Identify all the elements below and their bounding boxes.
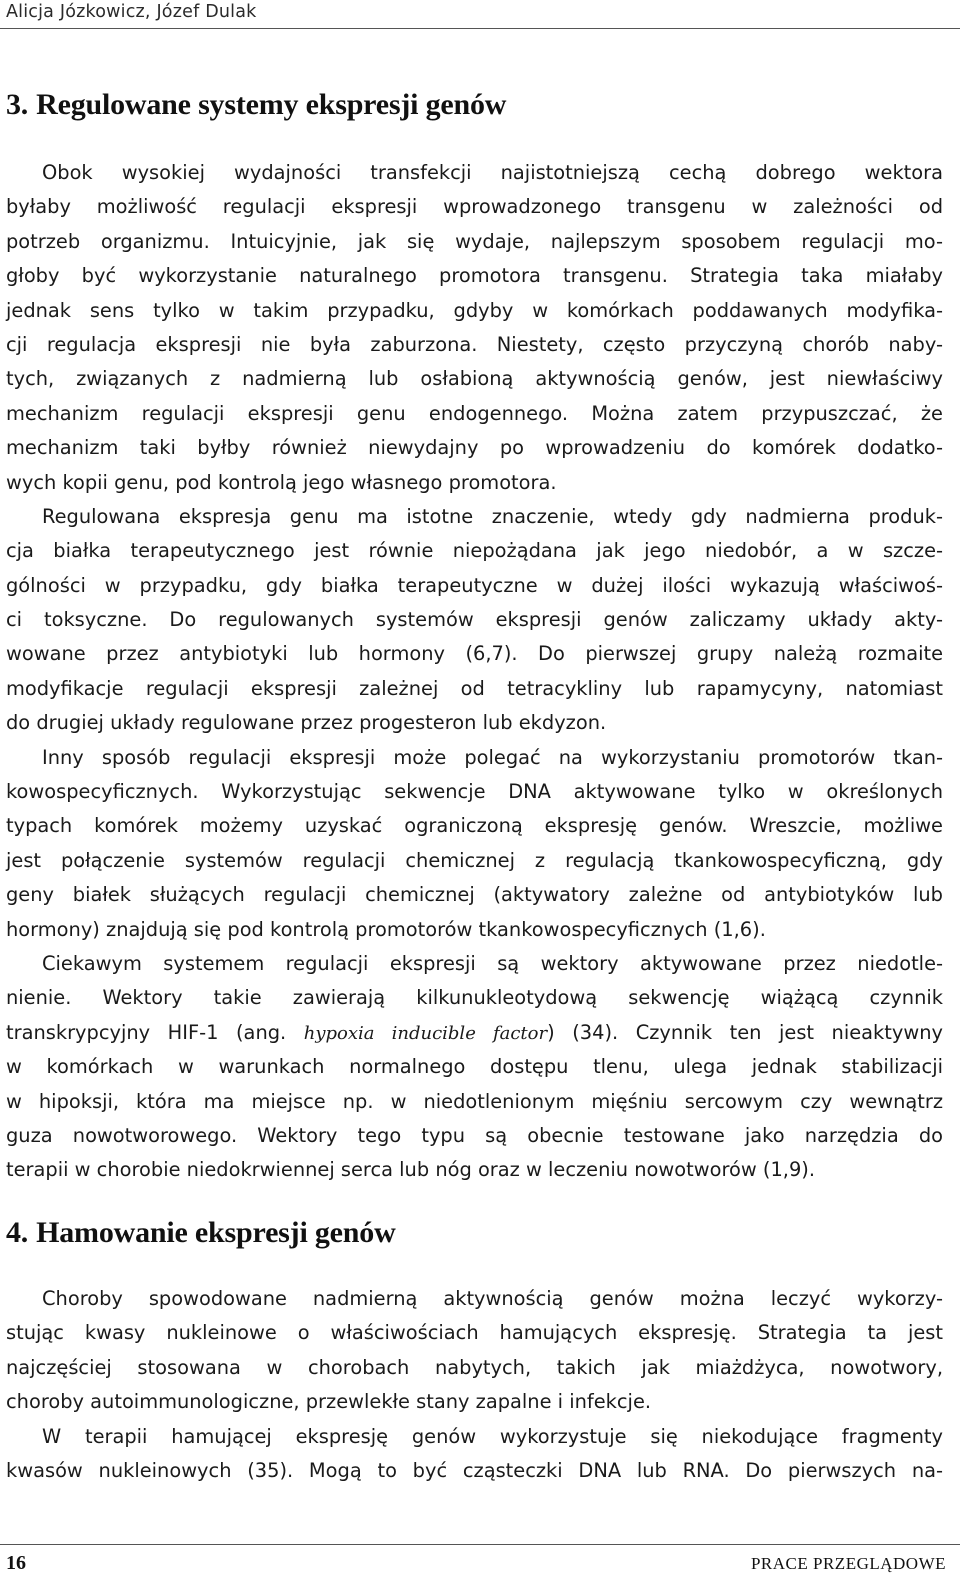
paragraph — [6, 741, 943, 947]
section-3-number: 3. — [6, 88, 29, 121]
header-rule — [0, 28, 960, 29]
text-fragment: transkrypcyjny HIF-1 (ang. — [6, 1020, 304, 1044]
text-line: cja białka terapeutycznego jest równie niepożądana jak jego niedobór, a w szcze- — [6, 539, 943, 563]
text-line: do drugiej układy regulowane przez progesteron lub ekdyzon. — [6, 711, 607, 735]
text-line: Obok wysokiej wydajności transfekcji najistotniejszą cechą dobrego wektora — [42, 161, 943, 184]
text-line: W terapii hamującej ekspresję genów wykorzystuje się niekodujące fragmenty — [42, 1424, 943, 1448]
text-line: w komórkach w warunkach normalnego dostępu tlenu, ulega jednak stabilizacji — [6, 1055, 943, 1079]
text-line: jednak sens tylko w takim przypadku, gdyby w komórkach poddawanych modyfika- — [6, 298, 943, 322]
section-4-number: 4. — [6, 1216, 29, 1249]
section-4-heading — [6, 1216, 396, 1250]
text-line: typach komórek możemy uzyskać ograniczoną ekspresję genów. Wreszcie, możliwe — [6, 814, 943, 838]
text-line: mechanizm taki byłby również niewydajny po wprowadzeniu do komórek dodatko- — [6, 436, 943, 460]
text-line: guza nowotworowego. Wektory tego typu są obecnie testowane jako narzędzia do — [6, 1123, 943, 1147]
text-line: ci toksyczne. Do regulowanych systemów ekspresji genów zaliczamy układy akty- — [6, 608, 943, 632]
text-line: tych, związanych z nadmierną lub osłabioną aktywnością genów, jest niewłaściwy — [6, 367, 943, 391]
paragraph — [6, 500, 943, 741]
section-3-title: Regulowane systemy ekspresji genów — [36, 88, 507, 121]
text-line: głoby być wykorzystanie naturalnego promotora transgenu. Strategia taka miałaby — [6, 264, 943, 288]
text-line: najczęściej stosowana w chorobach nabytych, takich jak miażdżyca, nowotwory, — [6, 1355, 943, 1379]
text-line: byłaby możliwość regulacji ekspresji wprowadzonego transgenu w zależności od — [6, 195, 943, 219]
text-line: Inny sposób regulacji ekspresji może polegać na wykorzystaniu promotorów tkan- — [42, 745, 943, 769]
text-line: cji regulacja ekspresji nie była zaburzona. Niestety, często przyczyną chorób naby- — [6, 332, 943, 356]
footer-rule — [0, 1544, 960, 1545]
text-line: hormony) znajdują się pod kontrolą promotorów tkankowospecyficznych (1,6). — [6, 917, 766, 941]
text-line: Ciekawym systemem regulacji ekspresji są wektory aktywowane przez niedotle- — [42, 951, 943, 975]
text-line: nienie. Wektory takie zawierają kilkunukleotydową sekwencję wiążącą czynnik — [6, 986, 943, 1010]
text-line: Choroby spowodowane nadmierną aktywnością genów można leczyć wykorzy- — [42, 1287, 943, 1310]
text-line: jest połączenie systemów regulacji chemicznej z regulacją tkankowospecyficzną, gdy — [6, 848, 943, 872]
text-line: potrzeb organizmu. Intuicyjnie, jak się wydaje, najlepszym sposobem regulacji mo- — [6, 229, 943, 253]
running-head-authors: Alicja Józkowicz, Józef Dulak — [6, 2, 257, 22]
section-4-body — [6, 1282, 943, 1488]
paragraph — [6, 1282, 943, 1420]
text-line: w hipoksji, która ma miejsce np. w niedotlenionym mięśniu sercowym czy wewnątrz — [6, 1089, 943, 1113]
text-line: gólności w przypadku, gdy białka terapeutyczne w dużej ilości wykazują właściwoś- — [6, 573, 943, 597]
italic-term: hypoxia inducible factor — [303, 1022, 548, 1044]
section-4-title: Hamowanie ekspresji genów — [36, 1216, 396, 1249]
text-line: stując kwasy nukleinowe o właściwościach hamujących ekspresję. Strategia ta jest — [6, 1321, 943, 1345]
text-line: mechanizm regulacji ekspresji genu endogennego. Można zatem przypuszczać, że — [6, 401, 943, 425]
text-line: wych kopii genu, pod kontrolą jego własnego promotora. — [6, 470, 557, 494]
section-3-heading — [6, 88, 506, 122]
section-3-body — [6, 156, 943, 1188]
text-line: wowane przez antybiotyki lub hormony (6,7). Do pierwszej grupy należą rozmaite — [6, 642, 943, 666]
paragraph — [6, 1420, 943, 1489]
paragraph — [6, 947, 943, 1188]
page-number: 16 — [6, 1552, 26, 1574]
text-line: kowospecyficznych. Wykorzystując sekwencje DNA aktywowane tylko w określonych — [6, 780, 943, 804]
text-line: terapii w chorobie niedokrwiennej serca lub nóg oraz w leczeniu nowotworów (1,9). — [6, 1158, 816, 1182]
text-line: kwasów nukleinowych (35). Mogą to być cząsteczki DNA lub RNA. Do pierwszych na- — [6, 1458, 943, 1482]
text-line — [6, 1016, 943, 1050]
text-line: Regulowana ekspresja genu ma istotne znaczenie, wtedy gdy nadmierna produk- — [42, 504, 943, 528]
text-fragment: ) (34). Czynnik ten jest nieaktywny — [547, 1020, 943, 1044]
text-line: modyfikacje regulacji ekspresji zależnej od tetracykliny lub rapamycyny, natomiast — [6, 676, 943, 700]
text-line: choroby autoimmunologiczne, przewlekłe stany zapalne i infekcje. — [6, 1390, 652, 1414]
paragraph — [6, 156, 943, 500]
journal-name: PRACE PRZEGLĄDOWE — [750, 1554, 946, 1573]
text-line: geny białek służących regulacji chemicznej (aktywatory zależne od antybiotyków lub — [6, 883, 943, 907]
